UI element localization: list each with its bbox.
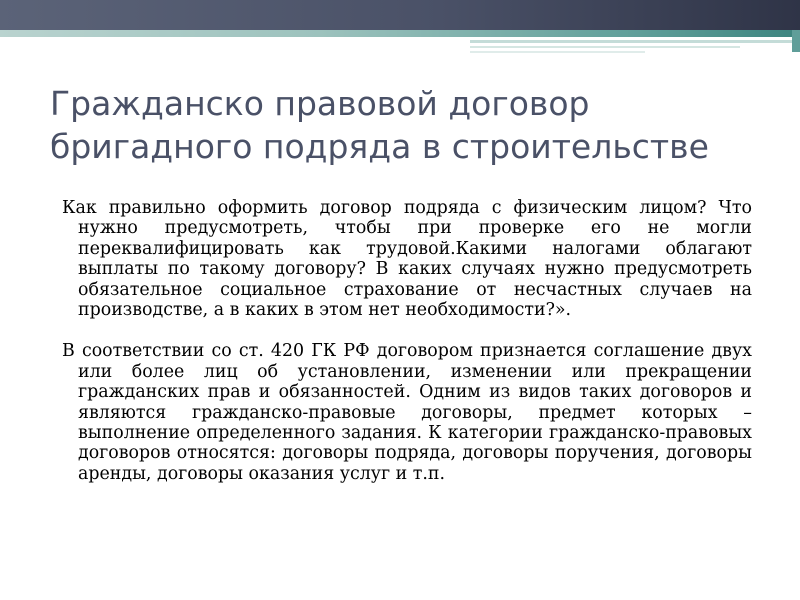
slide-title: Гражданско правовой договор бригадного подряда в строительстве (50, 84, 709, 166)
body-paragraph-2: В соответствии со ст. 420 ГК РФ договором признается соглашение двух или более лиц об установлении, изменении или прекращении гражданских прав и обязанностей. Одним из видов таких договоров и являются гражданско-правовые договоры, предмет которых – выполнение определенного задания. К категории гражданско-правовых договоров относятся: договоры подряда, договоры поручения, договоры аренды, договоры оказания услуг и т.п. (62, 341, 752, 484)
slide-body (62, 198, 752, 484)
body-paragraph-1: Как правильно оформить договор подряда с физическим лицом? Что нужно предусмотреть, чтобы при проверке его не могли переквалифицировать как трудовой.Какими налогами облагают выплаты по такому договору? В каких случаях нужно предусмотреть обязательное социальное страхование от несчастных случаев на производстве, а в каких в этом нет необходимости?». (62, 198, 752, 321)
decorative-line (470, 40, 800, 43)
decorative-tick (792, 30, 800, 52)
accent-strip (0, 30, 800, 37)
header-band (0, 0, 800, 30)
decorative-line (470, 46, 740, 48)
decorative-line (470, 51, 645, 53)
